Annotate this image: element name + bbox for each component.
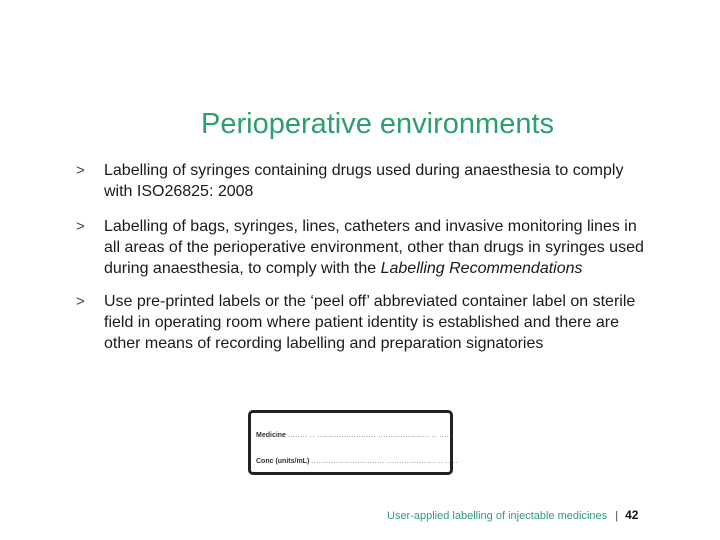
label-medicine-field: Medicine bbox=[256, 432, 286, 439]
label-medicine-dots: ........ .. ........................ ..................... .. ..... bbox=[287, 432, 452, 439]
page-number: 42 bbox=[625, 508, 639, 522]
label-conc-dots: .............................. .................... .. ..... bbox=[311, 458, 458, 465]
bullet-text: Use pre-printed labels or the ‘peel off’ abbreviated container label on sterile field in operating room where patient identity is established and there are other means of recording labelling and preparation signatories bbox=[104, 293, 636, 352]
bullet-marker: > bbox=[76, 293, 85, 310]
footer-separator: | bbox=[615, 510, 619, 522]
bullet-text: Labelling of bags, syringes, lines, catheters and invasive monitoring lines in all areas of the perioperative environment, other than drugs in syringes used during anaesthesia, to comply with the bbox=[104, 218, 644, 277]
footer bbox=[387, 508, 638, 523]
label-conc-row bbox=[256, 458, 458, 465]
footer-title: User-applied labelling of injectable medicines bbox=[387, 510, 608, 522]
bullet-item bbox=[76, 160, 646, 202]
bullet-item bbox=[76, 291, 646, 354]
bullet-emphasis: Labelling Recommendations bbox=[380, 260, 583, 277]
bullet-text: Labelling of syringes containing drugs used during anaesthesia to comply with ISO26825: 2008 bbox=[104, 162, 624, 200]
bullet-marker: > bbox=[76, 218, 85, 235]
bullet-item bbox=[76, 216, 646, 279]
label-medicine-row bbox=[256, 432, 452, 439]
container-label-example bbox=[248, 410, 458, 475]
bullet-marker: > bbox=[76, 162, 85, 179]
bullet-list bbox=[76, 160, 646, 354]
label-conc-field: Conc (units/mL) bbox=[256, 458, 310, 465]
slide-title: Perioperative environments bbox=[201, 108, 555, 140]
